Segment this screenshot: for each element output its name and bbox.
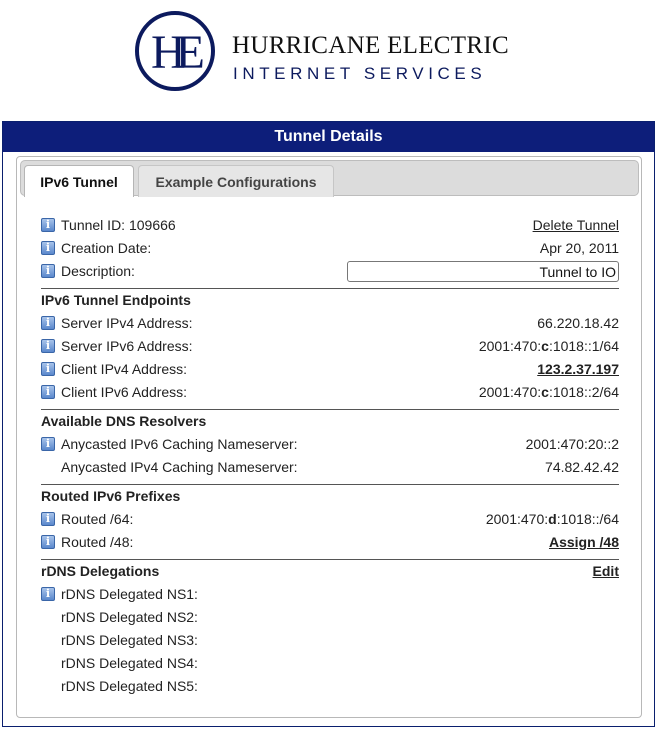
rdns-ns1-label: rDNS Delegated NS1: bbox=[61, 586, 198, 602]
endpoints-title: IPv6 Tunnel Endpoints bbox=[41, 292, 191, 308]
info-icon[interactable]: i bbox=[41, 339, 55, 353]
info-icon[interactable]: i bbox=[41, 362, 55, 376]
tunnel-details-panel bbox=[2, 121, 655, 727]
logo-monogram: HE bbox=[151, 26, 195, 79]
client-ipv6-prefix: 2001:470: bbox=[478, 384, 542, 400]
client-ipv4-link[interactable]: 123.2.37.197 bbox=[537, 361, 619, 377]
rdns-ns2-label: rDNS Delegated NS2: bbox=[61, 609, 198, 625]
routed-64-prefix: 2001:470: bbox=[485, 511, 549, 527]
server-ipv6-highlight: c bbox=[541, 338, 549, 354]
dns-ipv6-label: Anycasted IPv6 Caching Nameserver: bbox=[61, 436, 298, 452]
server-ipv6-suffix: :1018::1/64 bbox=[548, 338, 619, 354]
logo-circle bbox=[135, 11, 215, 91]
tab-bar bbox=[20, 160, 639, 196]
server-ipv4-value: 66.220.18.42 bbox=[537, 315, 619, 331]
rdns-ns5-label: rDNS Delegated NS5: bbox=[61, 678, 198, 694]
rdns-ns3-label: rDNS Delegated NS3: bbox=[61, 632, 198, 648]
server-ipv6-prefix: 2001:470: bbox=[478, 338, 542, 354]
info-icon[interactable]: i bbox=[41, 535, 55, 549]
server-ipv6-row bbox=[41, 335, 619, 358]
panel-title: Tunnel Details bbox=[3, 122, 654, 152]
tab-example-configurations[interactable]: Example Configurations bbox=[138, 165, 334, 197]
info-icon[interactable]: i bbox=[41, 587, 55, 601]
dns-ipv6-row bbox=[41, 433, 619, 456]
creation-date-row bbox=[41, 237, 619, 260]
client-ipv4-row bbox=[41, 358, 619, 381]
routed-64-highlight: d bbox=[548, 511, 557, 527]
tunnel-id: Tunnel ID: 109666 bbox=[61, 217, 176, 233]
client-ipv4-label: Client IPv4 Address: bbox=[61, 361, 188, 377]
server-ipv4-row bbox=[41, 312, 619, 335]
he-logo bbox=[135, 10, 535, 100]
logo-tagline: INTERNET SERVICES bbox=[233, 64, 487, 83]
server-ipv4-label: Server IPv4 Address: bbox=[61, 315, 193, 331]
logo-company-name: HURRICANE ELECTRIC bbox=[232, 32, 509, 59]
rdns-ns5-row bbox=[41, 675, 619, 698]
assign-48-link[interactable]: Assign /48 bbox=[548, 534, 619, 550]
tunnel-id-row bbox=[41, 214, 619, 237]
dns-ipv4-row bbox=[41, 456, 619, 479]
rdns-ns3-row bbox=[41, 629, 619, 652]
creation-date-value: Apr 20, 2011 bbox=[539, 240, 619, 256]
dns-ipv6-value: 2001:470:20::2 bbox=[525, 436, 619, 452]
info-icon[interactable]: i bbox=[41, 385, 55, 399]
client-ipv6-row bbox=[41, 381, 619, 404]
client-ipv6-label: Client IPv6 Address: bbox=[61, 384, 188, 400]
rdns-title-text: rDNS Delegations bbox=[41, 563, 160, 579]
info-icon[interactable]: i bbox=[41, 218, 55, 232]
rdns-ns4-row bbox=[41, 652, 619, 675]
rdns-ns4-label: rDNS Delegated NS4: bbox=[61, 655, 198, 671]
creation-date-label: Creation Date: bbox=[61, 240, 152, 256]
routed-64-value bbox=[486, 508, 619, 531]
rdns-ns2-row bbox=[41, 606, 619, 629]
routed-64-row bbox=[41, 508, 619, 531]
tab-ipv6-tunnel[interactable]: IPv6 Tunnel bbox=[24, 165, 134, 197]
info-icon[interactable]: i bbox=[41, 241, 55, 255]
info-icon[interactable]: i bbox=[41, 512, 55, 526]
dns-ipv4-value: 74.82.42.42 bbox=[545, 459, 619, 475]
description-input[interactable] bbox=[347, 261, 619, 282]
routed-48-label: Routed /48: bbox=[61, 534, 134, 550]
dns-ipv4-label: Anycasted IPv4 Caching Nameserver: bbox=[61, 459, 298, 475]
description-label: Description: bbox=[61, 263, 135, 279]
routed-48-row bbox=[41, 531, 619, 554]
info-icon[interactable]: i bbox=[41, 437, 55, 451]
info-icon[interactable]: i bbox=[41, 264, 55, 278]
info-icon[interactable]: i bbox=[41, 316, 55, 330]
rdns-delegations-title bbox=[41, 560, 619, 583]
rdns-ns1-row bbox=[41, 583, 619, 606]
server-ipv6-value bbox=[479, 335, 619, 358]
client-ipv6-suffix: :1018::2/64 bbox=[548, 384, 619, 400]
routed-64-label: Routed /64: bbox=[61, 511, 134, 527]
tunnel-details-box bbox=[16, 156, 642, 718]
delete-tunnel-link[interactable]: Delete Tunnel bbox=[532, 217, 619, 233]
tunnel-info bbox=[41, 214, 619, 698]
server-ipv6-label: Server IPv6 Address: bbox=[61, 338, 193, 354]
dns-resolvers-title: Available DNS Resolvers bbox=[41, 413, 207, 429]
rdns-edit-link[interactable]: Edit bbox=[592, 563, 619, 579]
routed-prefixes-title: Routed IPv6 Prefixes bbox=[41, 488, 181, 504]
client-ipv6-highlight: c bbox=[541, 384, 549, 400]
routed-64-suffix: :1018::/64 bbox=[556, 511, 619, 527]
client-ipv6-value bbox=[479, 381, 619, 404]
description-row bbox=[41, 260, 619, 283]
